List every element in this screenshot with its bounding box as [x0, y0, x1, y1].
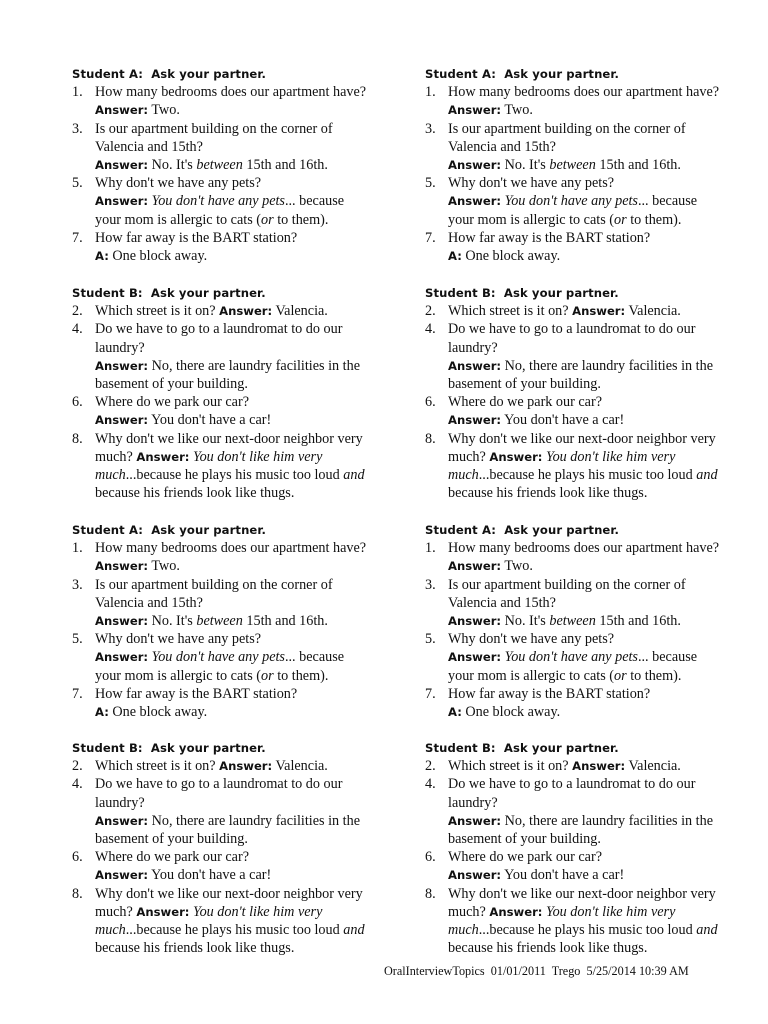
student-a-block-top-right: [425, 65, 725, 265]
answer-emphasis: between: [196, 613, 243, 630]
answer-label: A:: [448, 249, 462, 264]
question-b6: [425, 393, 725, 411]
answer-text: You don't have a car!: [504, 412, 625, 429]
answer-emphasis: and: [343, 467, 365, 484]
answer-emphasis: You don't like him very much: [95, 903, 323, 939]
answer-a5: [425, 192, 725, 228]
question-number: 8.: [425, 430, 436, 447]
answer-text: ...because he plays his music too loud: [125, 922, 340, 939]
answer-label: Answer:: [448, 358, 502, 373]
answer-text: No, there are laundry facilities in the basement of your building.: [448, 357, 714, 393]
answer-emphasis: You don't like him very much: [95, 448, 323, 484]
student-b-heading: Student B: Ask your partner.: [72, 286, 266, 300]
question-text: Where do we park our car?: [448, 849, 603, 866]
student-b-block-top-right: [425, 284, 725, 502]
answer-b6: [425, 866, 725, 884]
question-text: Why don't we have any pets?: [448, 175, 615, 192]
answer-emphasis: You don't like him very much: [448, 448, 676, 484]
question-number: 1.: [72, 84, 83, 101]
answer-text: Two.: [504, 558, 533, 575]
question-b8: [425, 885, 725, 958]
student-b-heading: Student B: Ask your partner.: [72, 741, 266, 755]
question-a3: [72, 120, 372, 156]
answer-label: Answer:: [572, 304, 626, 319]
answer-text: ...because he plays his music too loud: [478, 467, 693, 484]
answer-label: Answer:: [95, 158, 149, 173]
question-text: Why don't we have any pets?: [95, 175, 262, 192]
question-text: Which street is it on?: [448, 303, 569, 320]
answer-text: No. It's: [504, 157, 546, 174]
answer-text: ... because your mom is allergic to cats (: [95, 193, 345, 228]
question-text: How far away is the BART station?: [95, 685, 298, 702]
question-number: 1.: [425, 540, 436, 557]
question-text: Do we have to go to a laundromat to do our laundry?: [448, 321, 696, 356]
question-text: Is our apartment building on the corner of Valencia and 15th?: [95, 120, 333, 155]
question-text: Why don't we like our next-door neighbor very much?: [95, 430, 363, 465]
question-number: 4.: [72, 321, 83, 338]
answer-label: Answer:: [448, 413, 502, 428]
student-b-heading: Student B: Ask your partner.: [425, 286, 619, 300]
question-number: 6.: [72, 849, 83, 866]
answer-label: A:: [95, 705, 109, 720]
question-text: Is our apartment building on the corner of Valencia and 15th?: [448, 576, 686, 611]
answer-label: Answer:: [95, 614, 149, 629]
answer-text: Two.: [151, 102, 180, 119]
answer-a3: [72, 156, 372, 174]
answer-text: to them).: [630, 667, 682, 684]
answer-text: 15th and 16th.: [599, 157, 681, 174]
answer-a7: [425, 703, 725, 721]
question-a7: [72, 229, 372, 247]
question-b8: [72, 885, 372, 958]
answer-label: Answer:: [136, 904, 190, 919]
answer-a3: [425, 612, 725, 630]
page-footer: OralInterviewTopics 01/01/2011 Trego 5/25/2014 10:39 AM: [384, 964, 689, 978]
answer-label: Answer:: [572, 759, 626, 774]
question-b4: [425, 775, 725, 811]
question-number: 4.: [425, 321, 436, 338]
question-a3: [72, 576, 372, 612]
answer-a5: [72, 192, 372, 228]
question-text: How many bedrooms does our apartment have?: [95, 540, 367, 557]
answer-label: Answer:: [95, 103, 149, 118]
answer-label: Answer:: [95, 413, 149, 428]
question-number: 4.: [425, 776, 436, 793]
answer-label: Answer:: [448, 614, 502, 629]
answer-label: Answer:: [448, 813, 502, 828]
question-text: How far away is the BART station?: [95, 229, 298, 246]
answer-text: Valencia.: [628, 758, 681, 775]
answer-label: Answer:: [489, 449, 543, 464]
answer-emphasis: or: [261, 211, 274, 228]
answer-text: Valencia.: [628, 303, 681, 320]
answer-b4: [425, 812, 725, 848]
question-text: Why don't we like our next-door neighbor very much?: [448, 885, 716, 920]
answer-text: No, there are laundry facilities in the basement of your building.: [95, 812, 361, 848]
answer-text: One block away.: [112, 704, 208, 721]
question-number: 8.: [72, 430, 83, 447]
answer-emphasis: between: [196, 157, 243, 174]
question-a7: [425, 229, 725, 247]
question-b2: [72, 757, 372, 775]
question-number: 2.: [425, 303, 436, 320]
question-b4: [425, 320, 725, 356]
question-b6: [425, 848, 725, 866]
question-number: 6.: [425, 394, 436, 411]
answer-text: 15th and 16th.: [246, 157, 328, 174]
answer-text: One block away.: [112, 248, 208, 265]
answer-text: Two.: [151, 558, 180, 575]
answer-emphasis: You don't like him very much: [448, 903, 676, 939]
answer-a5: [72, 648, 372, 684]
answer-text: You don't have a car!: [504, 867, 625, 884]
question-number: 5.: [425, 175, 436, 192]
answer-b6: [425, 411, 725, 429]
question-number: 3.: [72, 576, 83, 593]
question-b2: [425, 757, 725, 775]
answer-text: 15th and 16th.: [246, 613, 328, 630]
answer-label: Answer:: [219, 759, 273, 774]
question-number: 5.: [72, 631, 83, 648]
answer-text: ... because your mom is allergic to cats (: [448, 193, 698, 228]
answer-text: because his friends look like thugs.: [448, 485, 648, 502]
answer-a5: [425, 648, 725, 684]
answer-text: because his friends look like thugs.: [448, 940, 648, 957]
answer-a7: [72, 247, 372, 265]
answer-text: to them).: [277, 667, 329, 684]
answer-label: Answer:: [448, 103, 502, 118]
question-number: 3.: [425, 120, 436, 137]
question-text: Which street is it on?: [95, 758, 216, 775]
answer-b6: [72, 866, 372, 884]
answer-emphasis: You don't have any pets: [151, 193, 285, 210]
answer-text: because his friends look like thugs.: [95, 940, 295, 957]
question-text: How many bedrooms does our apartment have?: [448, 84, 720, 101]
answer-label: Answer:: [95, 358, 149, 373]
question-text: How many bedrooms does our apartment have?: [95, 84, 367, 101]
answer-label: Answer:: [95, 650, 149, 665]
answer-b4: [72, 357, 372, 393]
question-text: Where do we park our car?: [95, 394, 250, 411]
question-b4: [72, 775, 372, 811]
answer-text: One block away.: [465, 248, 561, 265]
question-text: Where do we park our car?: [95, 849, 250, 866]
answer-b4: [425, 357, 725, 393]
answer-text: ...because he plays his music too loud: [478, 922, 693, 939]
question-a1: [425, 83, 725, 119]
question-text: Do we have to go to a laundromat to do our laundry?: [95, 776, 343, 811]
answer-emphasis: You don't have any pets: [504, 193, 638, 210]
question-a7: [425, 685, 725, 703]
answer-text: No, there are laundry facilities in the basement of your building.: [95, 357, 361, 393]
answer-label: Answer:: [448, 650, 502, 665]
question-number: 7.: [425, 229, 436, 246]
question-a3: [425, 576, 725, 612]
answer-text: No. It's: [504, 613, 546, 630]
answer-text: No. It's: [151, 157, 193, 174]
question-number: 5.: [72, 175, 83, 192]
student-a-heading: Student A: Ask your partner.: [72, 67, 267, 81]
question-text: Which street is it on?: [95, 303, 216, 320]
student-a-heading: Student A: Ask your partner.: [72, 523, 267, 537]
student-b-block-bottom-left: [72, 739, 372, 957]
question-text: Do we have to go to a laundromat to do our laundry?: [448, 776, 696, 811]
student-a-heading: Student A: Ask your partner.: [425, 67, 620, 81]
question-b2: [425, 302, 725, 320]
question-number: 3.: [72, 120, 83, 137]
question-number: 6.: [72, 394, 83, 411]
student-a-block-top-left: [72, 65, 372, 265]
answer-emphasis: and: [343, 922, 365, 939]
question-b8: [425, 430, 725, 503]
answer-text: Valencia.: [275, 758, 328, 775]
answer-label: Answer:: [136, 449, 190, 464]
question-number: 4.: [72, 776, 83, 793]
answer-b4: [72, 812, 372, 848]
answer-emphasis: or: [614, 211, 627, 228]
question-number: 1.: [425, 84, 436, 101]
student-b-block-top-left: [72, 284, 372, 502]
question-text: How far away is the BART station?: [448, 685, 651, 702]
answer-label: Answer:: [95, 813, 149, 828]
answer-label: A:: [95, 249, 109, 264]
answer-text: You don't have a car!: [151, 412, 272, 429]
answer-emphasis: or: [261, 667, 274, 684]
student-a-block-bottom-right: [425, 521, 725, 721]
answer-a3: [72, 612, 372, 630]
answer-text: Two.: [504, 102, 533, 119]
question-text: Why don't we have any pets?: [448, 631, 615, 648]
question-number: 8.: [72, 885, 83, 902]
answer-text: You don't have a car!: [151, 867, 272, 884]
answer-emphasis: between: [549, 613, 596, 630]
answer-emphasis: You don't have any pets: [151, 649, 285, 666]
answer-text: because his friends look like thugs.: [95, 485, 295, 502]
answer-label: Answer:: [95, 868, 149, 883]
answer-label: Answer:: [95, 559, 149, 574]
question-number: 3.: [425, 576, 436, 593]
question-number: 8.: [425, 885, 436, 902]
answer-a7: [72, 703, 372, 721]
answer-label: Answer:: [448, 868, 502, 883]
answer-text: No. It's: [151, 613, 193, 630]
answer-emphasis: between: [549, 157, 596, 174]
question-text: Is our apartment building on the corner of Valencia and 15th?: [448, 120, 686, 155]
question-text: How many bedrooms does our apartment have?: [448, 540, 720, 557]
question-a5: [425, 630, 725, 648]
question-a1: [72, 83, 372, 119]
question-b6: [72, 848, 372, 866]
question-number: 2.: [72, 758, 83, 775]
answer-emphasis: and: [696, 922, 718, 939]
answer-label: A:: [448, 705, 462, 720]
answer-label: Answer:: [448, 559, 502, 574]
question-b2: [72, 302, 372, 320]
answer-text: to them).: [630, 211, 682, 228]
answer-emphasis: and: [696, 467, 718, 484]
answer-text: ... because your mom is allergic to cats (: [95, 649, 345, 684]
student-a-heading: Student A: Ask your partner.: [425, 523, 620, 537]
question-text: Do we have to go to a laundromat to do our laundry?: [95, 321, 343, 356]
answer-text: ... because your mom is allergic to cats (: [448, 649, 698, 684]
answer-emphasis: You don't have any pets: [504, 649, 638, 666]
question-b4: [72, 320, 372, 356]
question-number: 2.: [425, 758, 436, 775]
question-number: 1.: [72, 540, 83, 557]
question-number: 2.: [72, 303, 83, 320]
question-a5: [72, 630, 372, 648]
question-text: Which street is it on?: [448, 758, 569, 775]
answer-text: to them).: [277, 211, 329, 228]
question-number: 7.: [72, 685, 83, 702]
answer-label: Answer:: [219, 304, 273, 319]
question-text: Is our apartment building on the corner of Valencia and 15th?: [95, 576, 333, 611]
answer-a3: [425, 156, 725, 174]
question-text: Why don't we have any pets?: [95, 631, 262, 648]
question-a7: [72, 685, 372, 703]
question-text: Why don't we like our next-door neighbor very much?: [448, 430, 716, 465]
question-a3: [425, 120, 725, 156]
answer-label: Answer:: [95, 194, 149, 209]
question-text: Where do we park our car?: [448, 394, 603, 411]
question-a1: [425, 539, 725, 575]
question-b8: [72, 430, 372, 503]
answer-text: 15th and 16th.: [599, 613, 681, 630]
question-number: 7.: [72, 229, 83, 246]
answer-emphasis: or: [614, 667, 627, 684]
question-number: 7.: [425, 685, 436, 702]
question-a5: [425, 174, 725, 192]
question-text: How far away is the BART station?: [448, 229, 651, 246]
student-b-heading: Student B: Ask your partner.: [425, 741, 619, 755]
answer-text: No, there are laundry facilities in the basement of your building.: [448, 812, 714, 848]
student-b-block-bottom-right: [425, 739, 725, 957]
answer-text: Valencia.: [275, 303, 328, 320]
question-text: Why don't we like our next-door neighbor very much?: [95, 885, 363, 920]
question-a5: [72, 174, 372, 192]
question-b6: [72, 393, 372, 411]
student-a-block-bottom-left: [72, 521, 372, 721]
answer-a7: [425, 247, 725, 265]
answer-text: One block away.: [465, 704, 561, 721]
answer-label: Answer:: [448, 194, 502, 209]
answer-text: ...because he plays his music too loud: [125, 467, 340, 484]
question-number: 5.: [425, 631, 436, 648]
answer-label: Answer:: [489, 904, 543, 919]
question-number: 6.: [425, 849, 436, 866]
answer-label: Answer:: [448, 158, 502, 173]
question-a1: [72, 539, 372, 575]
answer-b6: [72, 411, 372, 429]
